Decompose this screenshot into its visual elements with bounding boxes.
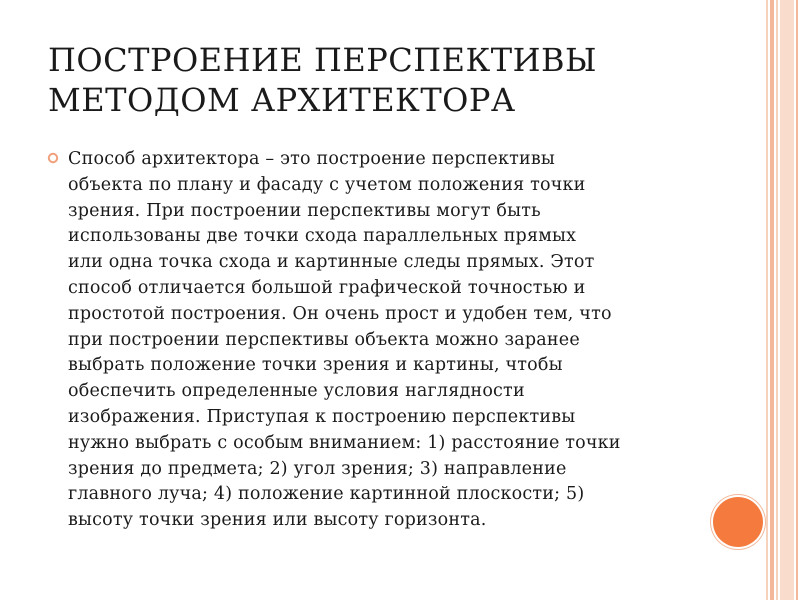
decor-stripe [776, 0, 778, 600]
body-line: высоту точки зрения или высоту горизонта. [68, 510, 487, 531]
body-line: изображения. Приступая к построению перспективы [68, 406, 576, 427]
body-line: Способ архитектора – это построение перспективы [68, 149, 556, 169]
orange-circle-decor [713, 497, 763, 547]
body-line: объекта по плану и фасаду с учетом положения точки [68, 174, 586, 195]
orange-ring-bullet-icon [47, 152, 59, 164]
body-line: простотой построения. Он очень прост и удобен тем, что [68, 303, 612, 324]
decor-stripe [766, 0, 768, 600]
body-line: при построении перспективы объекта можно заранее [68, 329, 580, 350]
body-line: выбрать положение точки зрения и картины, чтобы [68, 355, 563, 376]
decor-stripe [796, 0, 798, 600]
body-line: обеспечить определенные условия наглядности [68, 381, 525, 402]
slide-title [48, 40, 748, 120]
decor-stripe [770, 0, 774, 600]
body-line: или одна точка схода и картинные следы прямых. Этот [68, 252, 595, 273]
body-line: нужно выбрать с особым вниманием: 1) расстояние точки [68, 432, 621, 453]
body-line: зрения до предмета; 2) угол зрения; 3) направление [68, 458, 567, 479]
body-line: использованы две точки схода параллельных прямых [68, 226, 577, 247]
decor-stripe [780, 0, 794, 600]
title-line: ПОСТРОЕНИЕ ПЕРСПЕКТИВЫ [48, 41, 597, 79]
body-line: способ отличается большой графической точностью и [68, 277, 586, 298]
title-line: МЕТОДОМ АРХИТЕКТОРА [48, 81, 516, 119]
body-line: главного луча; 4) положение картинной плоскости; 5) [68, 484, 585, 505]
body-line: зрения. При построении перспективы могут быть [68, 200, 541, 221]
bullet-paragraph [68, 147, 728, 534]
